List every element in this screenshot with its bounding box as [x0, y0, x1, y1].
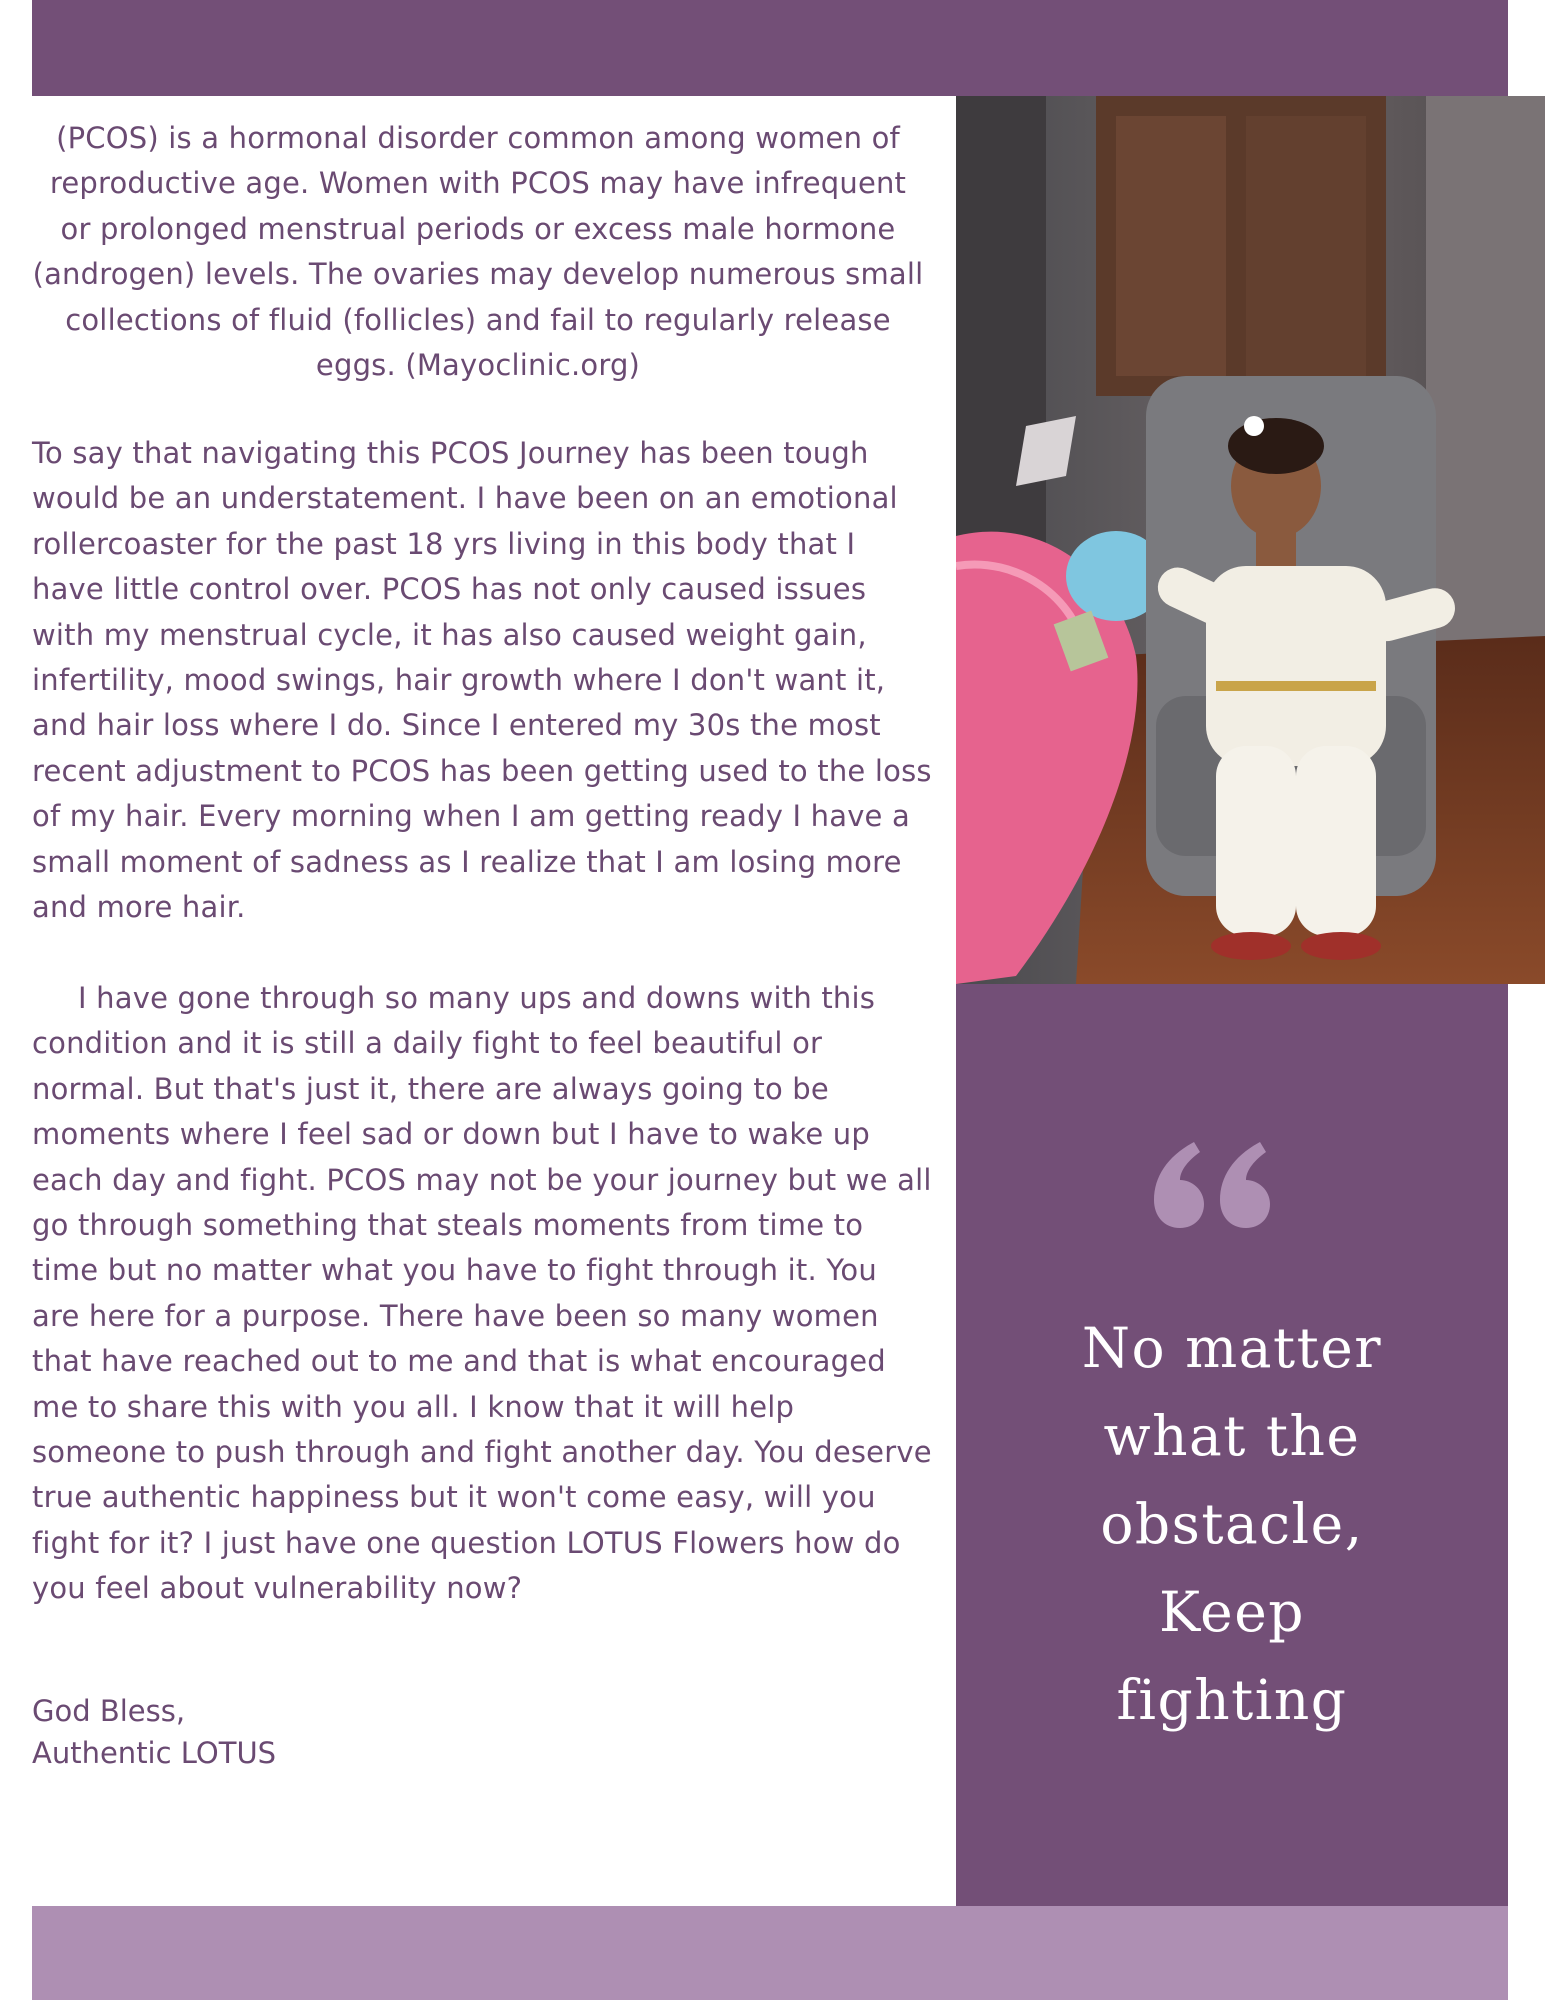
body-paragraph-1: To say that navigating this PCOS Journey has been tough would be an understatement. I have been on an emotional rollercoaster for the past 18 yrs living in this body that I have little control over. PCOS has not only caused issues with my menstrual cycle, it has also caused weight gain, infertility, mood swings, hair growth where I don't want it, and hair loss where I do. Since I entered my 30s the most recent adjustment to PCOS has been getting used to the loss of my hair. Every morning when I am getting ready I have a small moment of sadness as I realize that I am losing more and more hair. [32, 436, 932, 925]
childhood-photo [956, 96, 1545, 984]
quote-text [956, 1304, 1508, 1744]
pull-quote [956, 984, 1508, 1906]
bottom-banner [32, 1906, 1508, 2000]
body-paragraph-2: I have gone through so many ups and downs with this condition and it is still a daily fight to feel beautiful or normal. But that's just it, there are always going to be moments where I feel sad or down but I have to wake up each day and fight. PCOS may not be your journey but we all go through something that steals moments from time to time but no matter what you have to fight through it. You are here for a purpose. There have been so many women that have reached out to me and that is what encouraged me to share this with you all. I know that it will help someone to push through and fight another day. You deserve true authentic happiness but it won't come easy, will you fight for it? I just have one question LOTUS Flowers how do you feel about vulnerability now? [32, 981, 932, 1606]
quotation-mark-icon [1154, 1140, 1270, 1228]
quote-line-2: what the [1103, 1404, 1361, 1468]
quote-line-3: obstacle, [1100, 1492, 1364, 1556]
signoff [32, 1690, 276, 1774]
signoff-author: Authentic LOTUS [32, 1736, 277, 1770]
quote-line-5: fighting [1116, 1668, 1348, 1732]
quote-line-1: No matter [1081, 1316, 1383, 1380]
signoff-blessing: God Bless, [32, 1694, 186, 1728]
intro-paragraph: (PCOS) is a hormonal disorder common among women of reproductive age. Women with PCOS may have infrequent or prolonged menstrual periods or excess male hormone (androgen) levels. The ovaries may develop numerous small collections of fluid (follicles) and fail to regularly release eggs. (Mayoclinic.org) [32, 121, 924, 383]
quote-line-4: Keep [1159, 1580, 1305, 1644]
top-banner [32, 0, 1508, 96]
